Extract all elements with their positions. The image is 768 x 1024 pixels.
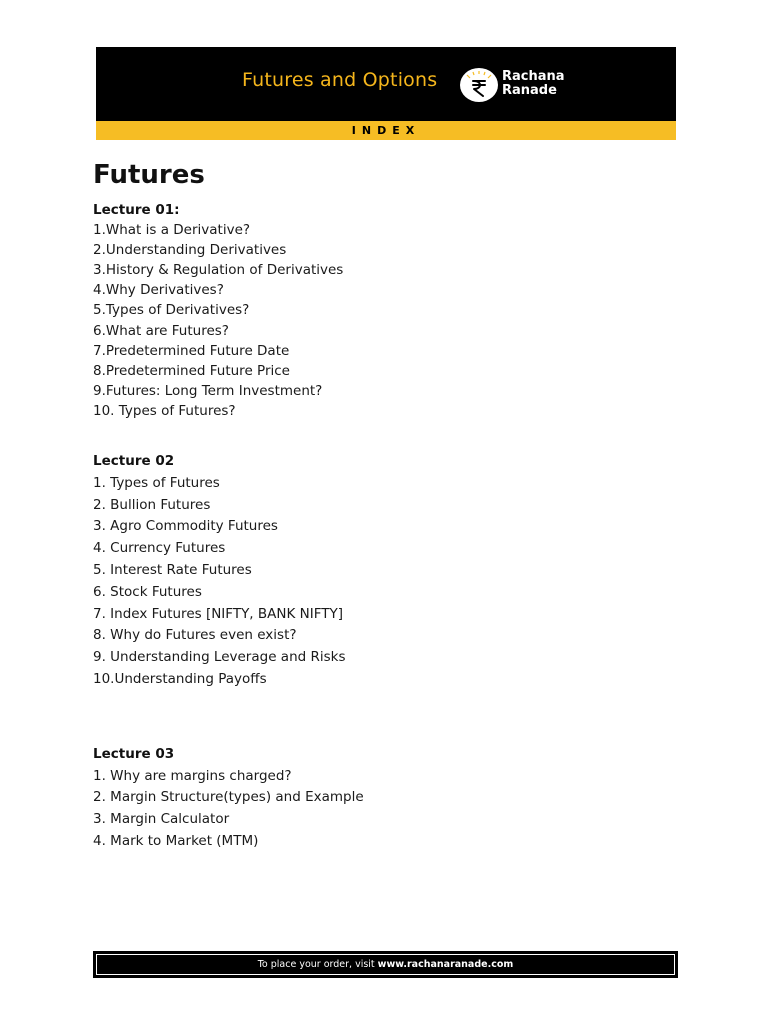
- lecture-item: 2. Margin Structure(types) and Example: [93, 789, 364, 806]
- footer-text: [96, 954, 675, 975]
- brand-name: [502, 70, 565, 98]
- lecture-item: 6. Stock Futures: [93, 583, 202, 600]
- main-content: [93, 157, 693, 853]
- lecture-item: 9.Futures: Long Term Investment?: [93, 382, 323, 399]
- brand-line-2: Ranade: [502, 83, 557, 98]
- lecture-item: 8. Why do Futures even exist?: [93, 627, 297, 644]
- lecture-item: 6.What are Futures?: [93, 322, 229, 339]
- lecture-item: 7.Predetermined Future Date: [93, 342, 290, 359]
- lecture-item: 2.Understanding Derivatives: [93, 242, 287, 259]
- lecture-block-1: [93, 200, 693, 421]
- lecture-item: 4.Why Derivatives?: [93, 282, 224, 299]
- lecture-item: 3. Margin Calculator: [93, 811, 230, 828]
- lecture-item: 8.Predetermined Future Price: [93, 362, 290, 379]
- lecture-item: 4. Mark to Market (MTM): [93, 832, 259, 849]
- lecture-block-3: [93, 744, 693, 853]
- lecture-item: 2. Bullion Futures: [93, 496, 211, 513]
- lecture-item: 3.History & Regulation of Derivatives: [93, 262, 344, 279]
- lecture-item: 5. Interest Rate Futures: [93, 562, 252, 579]
- lecture-item: 4. Currency Futures: [93, 540, 226, 557]
- section-title: Futures: [93, 160, 205, 190]
- lecture-item: 1. Why are margins charged?: [93, 767, 292, 784]
- footer-banner: [93, 951, 678, 978]
- brand-line-1: Rachana: [502, 69, 565, 84]
- lecture-title: Lecture 01:: [93, 202, 180, 218]
- lecture-item: 5.Types of Derivatives?: [93, 302, 250, 319]
- document-title: Futures and Options: [242, 69, 438, 91]
- lecture-title: Lecture 03: [93, 745, 175, 762]
- footer-url: www.rachanaranade.com: [377, 959, 514, 970]
- lecture-item: 10. Types of Futures?: [93, 402, 236, 419]
- lecture-item: 7. Index Futures [NIFTY, BANK NIFTY]: [93, 605, 344, 622]
- lecture-item: 3. Agro Commodity Futures: [93, 518, 278, 535]
- footer-prefix: To place your order, visit: [257, 959, 378, 970]
- lecture-title: Lecture 02: [93, 453, 175, 470]
- lecture-block-2: [93, 451, 693, 691]
- lecture-item: 1. Types of Futures: [93, 474, 220, 491]
- rupee-logo-icon: [460, 68, 498, 102]
- header-banner: [96, 47, 676, 140]
- index-label: INDEX: [96, 121, 676, 140]
- lecture-item: 10.Understanding Payoffs: [93, 671, 267, 687]
- lecture-item: 9. Understanding Leverage and Risks: [93, 649, 346, 666]
- lecture-item: 1.What is a Derivative?: [93, 222, 251, 239]
